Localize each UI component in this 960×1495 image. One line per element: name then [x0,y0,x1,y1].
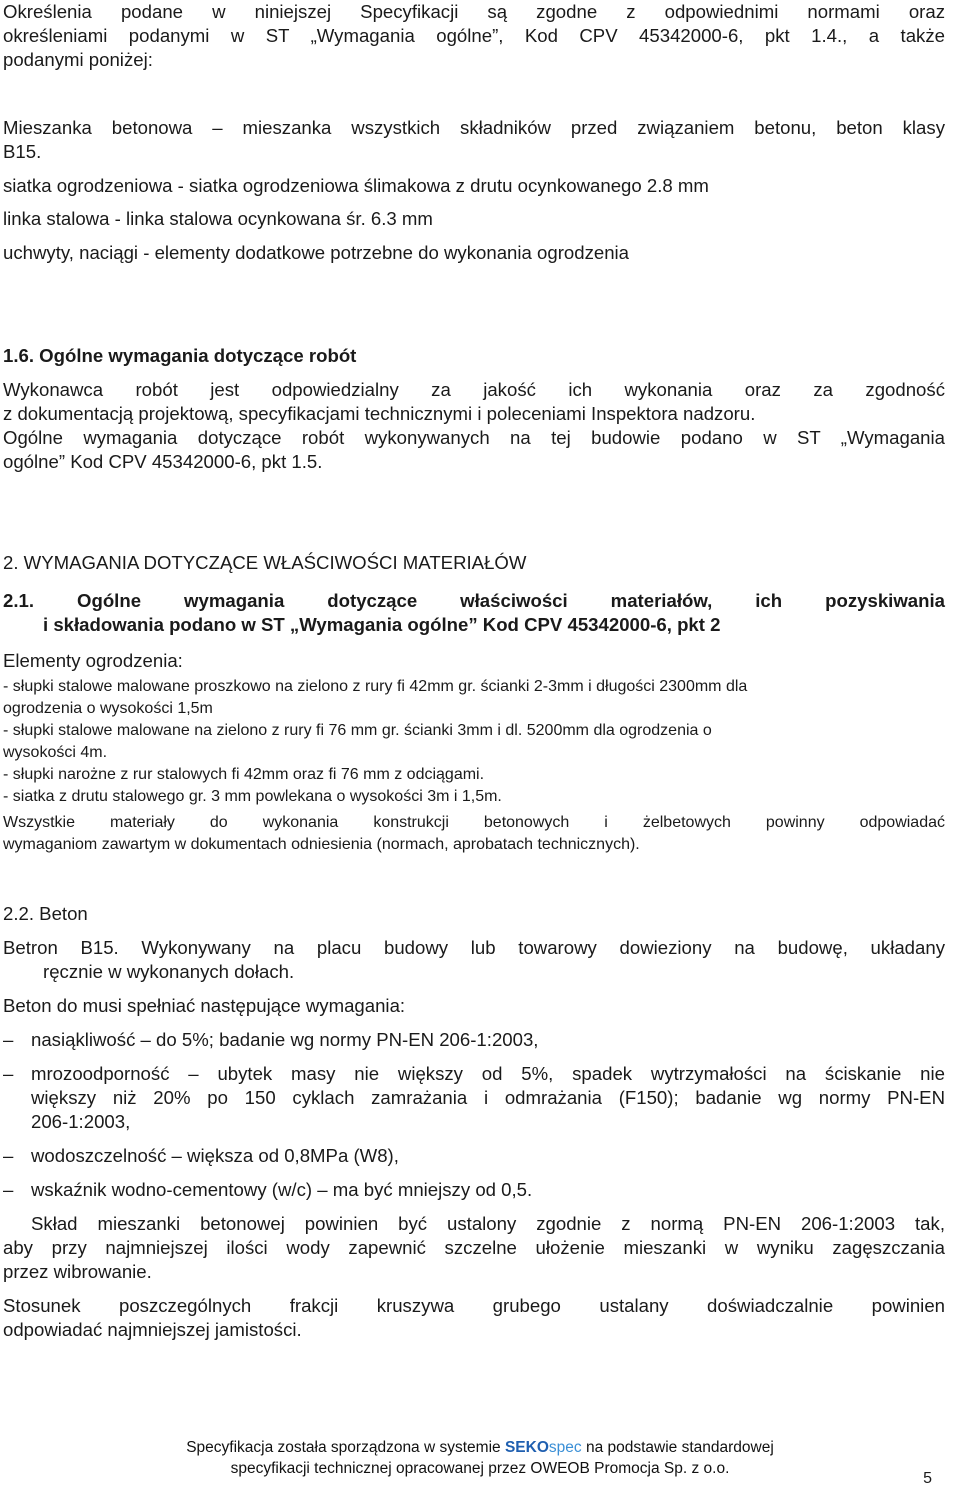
mix-composition-line-3: przez wibrowanie. [3,1261,152,1282]
element-post-2-cont: wysokości 4m. [3,744,108,761]
section-2-1-heading-line-1: 2.1. Ogólne wymagania dotyczące właściwości materiałów, ich pozyskiwania [3,590,945,611]
mix-composition-line-1: Skład mieszanki betonowej powinien być ustalony zgodnie z normą PN-EN 206-1:2003 tak, [31,1213,945,1234]
element-post-2: - słupki stalowe malowane na zielono z rury fi 76 mm gr. ścianki 3mm i dl. 5200mm dla ogrodzenia o [3,722,712,739]
materials-note-line-2: wymaganiom zawartym w dokumentach odniesienia (normach, aprobatach technicznych). [3,836,640,853]
intro-line-3: podanymi poniżej: [3,49,153,70]
section-2-2-heading: 2.2. Beton [3,903,88,924]
section-2-1-heading-line-2: i składowania podano w ST „Wymagania ogólne” Kod CPV 45342000-6, pkt 2 [43,614,721,635]
page-number: 5 [923,1470,932,1487]
requirement-absorption [3,1028,945,1052]
requirement-text-cont: większy niż 20% po 150 cyklach zamrażania i odmrażania (F150); badanie wg normy PN-EN [31,1087,945,1108]
section-2-heading: 2. WYMAGANIA DOTYCZĄCE WŁAŚCIWOŚCI MATERIAŁÓW [3,552,527,573]
aggregate-ratio-line-2: odpowiadać najmniejszej jamistości. [3,1319,302,1340]
requirement-text: nasiąkliwość – do 5%; badanie wg normy PN-EN 206-1:2003, [31,1029,539,1050]
requirement-text: mrozoodporność – ubytek masy nie większy od 5%, spadek wytrzymałości na ściskanie nie [31,1063,945,1084]
requirement-watertightness [3,1144,945,1168]
element-corner-posts: - słupki narożne z rur stalowych fi 42mm oraz fi 76 mm z odciągami. [3,766,485,783]
fence-elements-heading: Elementy ogrodzenia: [3,650,183,671]
section-1-6-heading: 1.6. Ogólne wymagania dotyczące robót [3,345,357,366]
footer-text: Specyfikacja została sporządzona w systemie [186,1439,505,1456]
footer-line-2: specyfikacji technicznej opracowanej przez OWEOB Promocja Sp. z o.o. [230,1460,730,1477]
footer-line-1 [0,1438,960,1458]
dash-bullet: – [3,1063,14,1084]
requirement-text: wodoszczelność – większa od 0,8MPa (W8), [31,1145,399,1166]
element-post-1-cont: ogrodzenia o wysokości 1,5m [3,700,213,717]
section-1-6-line-2: z dokumentacją projektową, specyfikacjami technicznymi i poleceniami Inspektora nadzoru. [3,403,756,424]
requirement-text: wskaźnik wodno-cementowy (w/c) – ma być mniejszy od 0,5. [31,1179,533,1200]
definition-wire: linka stalowa - linka stalowa ocynkowana śr. 6.3 mm [3,208,433,229]
requirement-text-cont: 206-1:2003, [31,1111,131,1132]
section-1-6-line-4: ogólne” Kod CPV 45342000-6, pkt 1.5. [3,451,323,472]
intro-line-2: określeniami podanymi w ST „Wymagania ogólne”, Kod CPV 45342000-6, pkt 1.4., a także [3,25,945,46]
materials-note-line-1: Wszystkie materiały do wykonania konstrukcji betonowych i żelbetowych powinny odpowiadać [3,814,945,831]
definition-mesh: siatka ogrodzeniowa - siatka ogrodzeniowa ślimakowa z drutu ocynkowanego 2.8 mm [3,175,709,196]
brand-logo-part-1: SEKO [504,1439,549,1456]
brand-logo-part-2: spec [548,1439,582,1456]
dash-bullet: – [3,1145,14,1166]
requirement-frost [3,1062,945,1134]
concrete-desc-line-2: ręcznie w wykonanych dołach. [43,961,295,982]
concrete-requirements-intro: Beton do musi spełniać następujące wymagania: [3,995,406,1016]
intro-line-1: Określenia podane w niniejszej Specyfikacji są zgodne z odpowiednimi normami oraz [3,1,945,22]
definition-fittings: uchwyty, naciągi - elementy dodatkowe potrzebne do wykonania ogrodzenia [3,242,630,263]
dash-bullet: – [3,1029,14,1050]
concrete-desc-line-1: Betron B15. Wykonywany na placu budowy lub towarowy dowieziony na budowę, układany [3,937,945,958]
requirement-wc-ratio [3,1178,945,1202]
footer-text-cont: na podstawie standardowej [581,1439,774,1456]
aggregate-ratio-line-1: Stosunek poszczególnych frakcji kruszywa grubego ustalany doświadczalnie powinien [3,1295,945,1316]
element-post-1: - słupki stalowe malowane proszkowo na zielono z rury fi 42mm gr. ścianki 2-3mm i długości 2300mm dla [3,678,748,695]
dash-bullet: – [3,1179,14,1200]
mix-composition-line-2: aby przy najmniejszej ilości wody zapewnić szczelne ułożenie mieszanki w wyniku zagęszczania [3,1237,945,1258]
section-1-6-line-3: Ogólne wymagania dotyczące robót wykonywanych na tej budowie podano w ST „Wymagania [3,427,945,448]
definition-concrete-mix-cont: B15. [3,141,42,162]
section-1-6-line-1: Wykonawca robót jest odpowiedzialny za jakość ich wykonania oraz za zgodność [3,379,945,400]
element-mesh: - siatka z drutu stalowego gr. 3 mm powlekana o wysokości 3m i 1,5m. [3,788,502,805]
definition-concrete-mix: Mieszanka betonowa – mieszanka wszystkich składników przed związaniem betonu, beton klasy [3,117,945,138]
